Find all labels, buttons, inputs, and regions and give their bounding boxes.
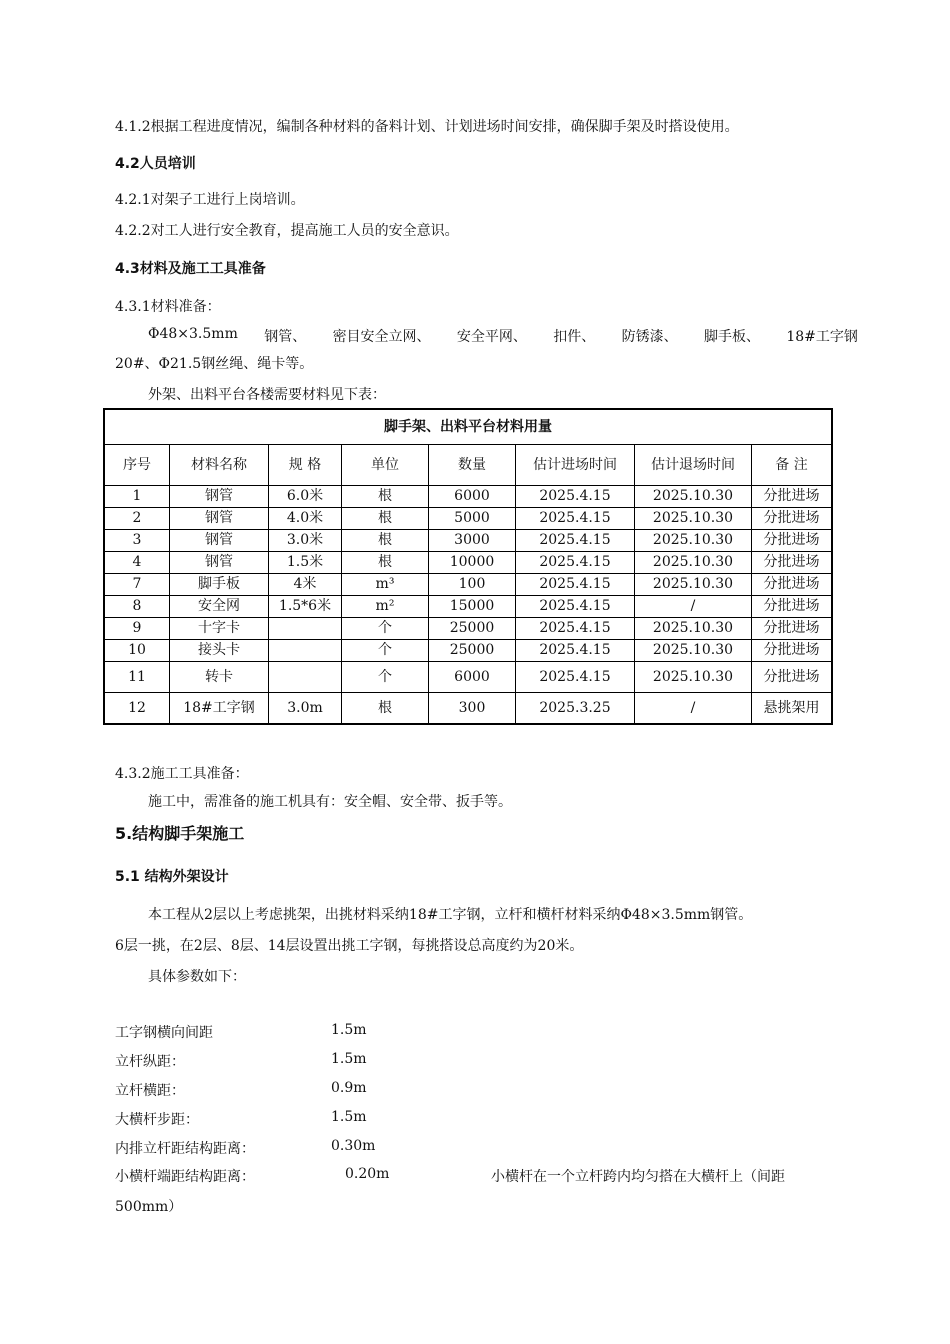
paragraph-4-2-1: 4.2.1对架子工进行上岗培训。: [115, 192, 305, 208]
table-cell: 分批进场: [752, 662, 833, 693]
materials-part: 18#工字钢: [786, 329, 858, 345]
table-cell: 6.0米: [269, 486, 342, 508]
table-cell: 个: [342, 618, 429, 640]
table-cell: 脚手板: [170, 574, 269, 596]
heading-4-3: 4.3材料及施工工具准备: [115, 261, 266, 277]
table-cell: 个: [342, 640, 429, 662]
table-cell: 根: [342, 693, 429, 725]
table-cell: [269, 618, 342, 640]
table-cell: 2025.4.15: [516, 618, 635, 640]
materials-part: 密目安全立网、: [332, 329, 431, 345]
table-cell: 2025.10.30: [635, 640, 752, 662]
table-header-cell: 规 格: [269, 445, 342, 486]
param-note-continued: 500mm）: [115, 1199, 183, 1215]
table-header-cell: 材料名称: [170, 445, 269, 486]
param-note: 小横杆在一个立杆跨内均匀搭在大横杆上（间距: [491, 1169, 785, 1185]
table-cell: 300: [429, 693, 516, 725]
table-row: [104, 574, 832, 596]
table-cell: 3.0米: [269, 530, 342, 552]
table-cell: /: [635, 596, 752, 618]
table-cell: 根: [342, 486, 429, 508]
table-row: [104, 508, 832, 530]
table-cell: 2025.4.15: [516, 640, 635, 662]
table-cell: 2025.4.15: [516, 508, 635, 530]
table-cell: 2025.4.15: [516, 662, 635, 693]
table-cell: 安全网: [170, 596, 269, 618]
table-cell: 十字卡: [170, 618, 269, 640]
table-cell: 转卡: [170, 662, 269, 693]
table-cell: 分批进场: [752, 486, 833, 508]
materials-list-line: [148, 326, 858, 346]
table-cell: 2025.10.30: [635, 574, 752, 596]
design-paragraph-continued: 6层一挑，在2层、8层、14层设置出挑工字钢，每挑搭设总高度约为20米。: [115, 938, 584, 954]
paragraph-4-1-2: 4.1.2根据工程进度情况，编制各种材料的备料计划、计划进场时间安排，确保脚手架及时搭设使用。: [115, 119, 739, 135]
table-cell: 根: [342, 552, 429, 574]
table-row: [104, 530, 832, 552]
table-cell: m³: [342, 574, 429, 596]
table-header-row: [104, 445, 832, 486]
table-header-cell: 数量: [429, 445, 516, 486]
table-cell: 分批进场: [752, 530, 833, 552]
table-header-cell: 估计进场时间: [516, 445, 635, 486]
table-cell: 12: [104, 693, 170, 725]
table-cell: 2025.4.15: [516, 574, 635, 596]
table-row: [104, 662, 832, 693]
table-cell: 2025.10.30: [635, 552, 752, 574]
table-cell: 分批进场: [752, 574, 833, 596]
table-cell: 分批进场: [752, 640, 833, 662]
table-cell: 钢管: [170, 486, 269, 508]
tools-paragraph: 施工中，需准备的施工机具有：安全帽、安全带、扳手等。: [148, 794, 512, 810]
table-cell: 接头卡: [170, 640, 269, 662]
table-cell: 根: [342, 508, 429, 530]
heading-4-2: 4.2人员培训: [115, 156, 196, 172]
paragraph-4-3-1: 4.3.1材料准备：: [115, 299, 221, 315]
table-cell: 2025.4.15: [516, 552, 635, 574]
param-label: 内排立杆距结构距离：: [115, 1141, 255, 1157]
param-value: 1.5m: [331, 1022, 367, 1038]
materials-part: 扣件、: [553, 329, 596, 345]
table-cell: 2: [104, 508, 170, 530]
table-cell: 10000: [429, 552, 516, 574]
table-cell: 2025.4.15: [516, 596, 635, 618]
table-cell: 2025.10.30: [635, 486, 752, 508]
table-cell: 1.5*6米: [269, 596, 342, 618]
table-cell: 3: [104, 530, 170, 552]
table-cell: 11: [104, 662, 170, 693]
table-cell: 2025.10.30: [635, 618, 752, 640]
table-cell: 1: [104, 486, 170, 508]
table-cell: 8: [104, 596, 170, 618]
materials-list-continued: 20#、Φ21.5钢丝绳、绳卡等。: [115, 356, 314, 372]
materials-part: 脚手板、: [704, 329, 760, 345]
table-cell: 6000: [429, 486, 516, 508]
table-cell: [269, 662, 342, 693]
table-cell: 25000: [429, 618, 516, 640]
table-cell: 7: [104, 574, 170, 596]
heading-5-1: 5.1 结构外架设计: [115, 869, 229, 885]
paragraph-4-3-2: 4.3.2施工工具准备：: [115, 766, 249, 782]
table-cell: 3000: [429, 530, 516, 552]
table-cell: 25000: [429, 640, 516, 662]
table-title: 脚手架、出料平台材料用量: [104, 409, 832, 445]
table-row: [104, 596, 832, 618]
table-cell: 4米: [269, 574, 342, 596]
table-cell: 分批进场: [752, 508, 833, 530]
param-label: 立杆横距：: [115, 1083, 185, 1099]
param-label: 工字钢横向间距: [115, 1025, 213, 1041]
param-value: 0.20m: [345, 1166, 390, 1182]
table-cell: 9: [104, 618, 170, 640]
table-cell: /: [635, 693, 752, 725]
materials-part: 防锈漆、: [621, 329, 678, 345]
param-label: 小横杆端距结构距离：: [115, 1169, 255, 1185]
table-cell: 钢管: [170, 508, 269, 530]
table-cell: 2025.10.30: [635, 530, 752, 552]
table-cell: 2025.10.30: [635, 508, 752, 530]
param-label: 立杆纵距：: [115, 1054, 185, 1070]
materials-part: 安全平网、: [456, 329, 527, 345]
table-cell: [269, 640, 342, 662]
param-value: 1.5m: [331, 1109, 367, 1125]
table-cell: 分批进场: [752, 618, 833, 640]
table-cell: m²: [342, 596, 429, 618]
table-row: [104, 552, 832, 574]
table-header-cell: 备 注: [752, 445, 833, 486]
table-row: [104, 693, 832, 725]
table-cell: 2025.10.30: [635, 662, 752, 693]
heading-5: 5.结构脚手架施工: [115, 824, 245, 843]
table-cell: 10: [104, 640, 170, 662]
table-cell: 钢管: [170, 530, 269, 552]
table-header-cell: 单位: [342, 445, 429, 486]
table-cell: 15000: [429, 596, 516, 618]
table-cell: 2025.3.25: [516, 693, 635, 725]
table-row: [104, 640, 832, 662]
table-cell: 4.0米: [269, 508, 342, 530]
table-cell: 悬挑架用: [752, 693, 833, 725]
table-cell: 2025.4.15: [516, 530, 635, 552]
param-value: 0.30m: [331, 1138, 376, 1154]
table-cell: 根: [342, 530, 429, 552]
table-row: [104, 486, 832, 508]
materials-table: [103, 408, 833, 725]
table-cell: 分批进场: [752, 552, 833, 574]
table-header-cell: 序号: [104, 445, 170, 486]
table-cell: 个: [342, 662, 429, 693]
param-label: 大横杆步距：: [115, 1112, 199, 1128]
table-row: [104, 618, 832, 640]
materials-part: Φ48×3.5mm: [148, 326, 238, 342]
table-cell: 1.5米: [269, 552, 342, 574]
param-value: 1.5m: [331, 1051, 367, 1067]
table-cell: 18#工字钢: [170, 693, 269, 725]
materials-part: 钢管、: [264, 329, 307, 345]
design-paragraph: 本工程从2层以上考虑挑架，出挑材料采纳18#工字钢，立杆和横杆材料采纳Φ48×3.5mm钢管。: [148, 907, 753, 923]
param-value: 0.9m: [331, 1080, 367, 1096]
table-cell: 6000: [429, 662, 516, 693]
table-cell: 100: [429, 574, 516, 596]
table-cell: 4: [104, 552, 170, 574]
table-cell: 3.0m: [269, 693, 342, 725]
table-cell: 5000: [429, 508, 516, 530]
table-cell: 2025.4.15: [516, 486, 635, 508]
table-header-cell: 估计退场时间: [635, 445, 752, 486]
paragraph-4-2-2: 4.2.2对工人进行安全教育，提高施工人员的安全意识。: [115, 223, 459, 239]
table-cell: 钢管: [170, 552, 269, 574]
table-cell: 分批进场: [752, 596, 833, 618]
params-intro: 具体参数如下：: [148, 969, 246, 985]
table-intro: 外架、出料平台各楼需要材料见下表：: [148, 387, 386, 403]
